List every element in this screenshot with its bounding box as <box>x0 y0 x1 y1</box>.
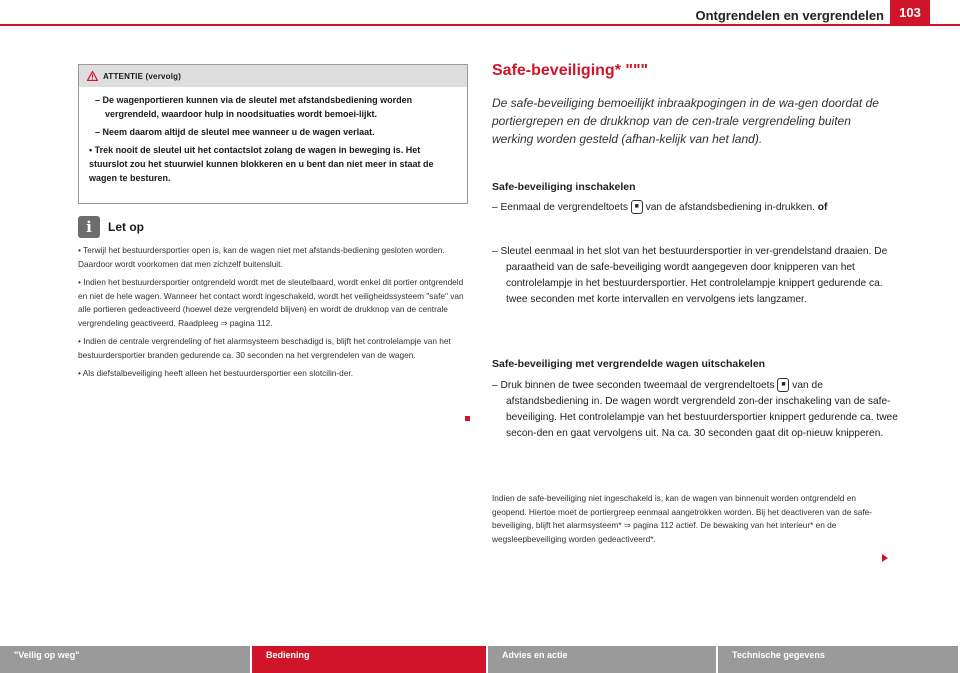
deactivate-heading: Safe-beveiliging met vergrendelde wagen uitschakelen <box>492 358 766 370</box>
footer-tab-technisch[interactable]: Technische gegevens <box>718 646 958 673</box>
warning-item: • Trek nooit de sleutel uit het contactslot zolang de wagen in beweging is. Het stuurslot zou het stuurwiel kunnen blokkeren en u bent dan niet meer in staat de wagen te besturen. <box>89 145 434 183</box>
deactivate-step <box>492 378 898 442</box>
note-title: Let op <box>108 220 144 234</box>
activate-step-1 <box>492 200 898 216</box>
section-title: Safe-beveiliging* """ <box>492 62 649 79</box>
footer-tab-advies[interactable]: Advies en actie <box>488 646 716 673</box>
note-body <box>78 244 470 386</box>
activate-step-1-text-b: van de afstandsbediening in-drukken. <box>645 202 815 213</box>
warning-body <box>79 87 467 185</box>
warning-title: ATTENTIE (vervolg) <box>103 71 182 81</box>
lock-key-icon: ■ <box>777 378 789 392</box>
warning-header <box>79 65 467 87</box>
warning-item: – Neem daarom altijd de sleutel mee wanneer u de wagen verlaat. <box>95 127 375 137</box>
section-end-mark <box>465 416 470 421</box>
running-header: Ontgrendelen en vergrendelen <box>695 8 884 23</box>
note-item: • Terwijl het bestuurdersportier open is, kan de wagen niet met afstands-bediening gesloten worden. Daardoor wordt voorkomen dat men zichzelf buitensluit. <box>78 245 445 269</box>
info-icon: i <box>78 216 100 238</box>
header-rule <box>0 24 960 26</box>
lock-key-icon: ■ <box>631 200 643 214</box>
warning-box <box>78 64 468 204</box>
note-item: • Als diefstalbeveiliging heeft alleen het bestuurdersportier een slotcilin-der. <box>78 368 354 378</box>
deactivate-step-text-a: – Druk binnen de twee seconden tweemaal de vergrendeltoets <box>492 380 775 391</box>
footer-nav <box>0 646 960 673</box>
activate-step-2: – Sleutel eenmaal in het slot van het bestuurdersportier in ver-grendelstand draaien. De paraatheid van de safe-beveiliging wordt aangegeven door knipperen van het controlelampje in het bestuurdersportier. Het controlelampje knippert gedurende ca. twee seconden met korte intervallen en vervolgens iets langzamer. <box>492 246 888 305</box>
footer-tab-bediening[interactable]: Bediening <box>252 646 486 673</box>
continue-arrow-icon <box>882 554 888 562</box>
page-number: 103 <box>890 0 930 24</box>
warning-triangle-icon <box>87 71 98 81</box>
note-heading <box>78 216 144 238</box>
activate-step-1-text-a: – Eenmaal de vergrendeltoets <box>492 202 628 213</box>
activate-heading: Safe-beveiliging inschakelen <box>492 181 636 193</box>
note-item: • Indien het bestuurdersportier ontgrendeld wordt met de sleutelbaard, wordt enkel dit portier ontgrendeld en niet de hele wagen. Wanneer het contact wordt ingeschakeld, wordt het veiligheidssysteem "safe" van alle portieren gedeactiveerd (hoewel deze vergrendeld blijven) en wordt de drukknop van de centrale vergrendeling geactiveerd. Raadpleeg ⇒ pagina 112. <box>78 277 464 328</box>
warning-item: – De wagenportieren kunnen via de sleutel met afstandsbediening worden vergrendeld, waardoor hulp in noodsituaties wordt bemoei-lijkt. <box>95 95 413 119</box>
section-footnote: Indien de safe-beveiliging niet ingeschakeld is, kan de wagen van binnenuit worden ontgrendeld en geopend. Hiertoe moet de portiergreep eenmaal aangetrokken worden. Bij het deactiveren van de safe-beveiliging, blijft het alarmsysteem* ⇒ pagina 112 actief. De bewaking van het interieur* en de wegsleepbeveiliging worden gedeactiveerd*. <box>492 493 873 544</box>
note-item: • Indien de centrale vergrendeling of het alarmsysteem beschadigd is, blijft het controlelampje van het bestuurdersportier branden gedurende ca. 30 seconden na het vergrendelen van de wagen. <box>78 336 451 360</box>
footer-tab-veilig[interactable]: "Veilig op weg" <box>0 646 250 673</box>
activate-step-1-or: of <box>817 202 828 213</box>
deactivate-step-text-b: van de afstandsbediening in. De wagen wordt vergrendeld zon-der inschakeling van de safe-beveiliging. Het controlelampje van het bestuurdersportier knippert gedurende ca. twee secon-den en gaat vervolgens uit. Na ca. 30 seconden gaat dit op-nieuw knipperen. <box>506 380 898 439</box>
section-intro: De safe-beveiliging bemoeilijkt inbraakpogingen in de wa-gen doordat de portiergrepen en de drukknop van de cen-trale vergrendeling buiten werking worden gesteld (afhan-kelijk van het land). <box>492 96 879 146</box>
